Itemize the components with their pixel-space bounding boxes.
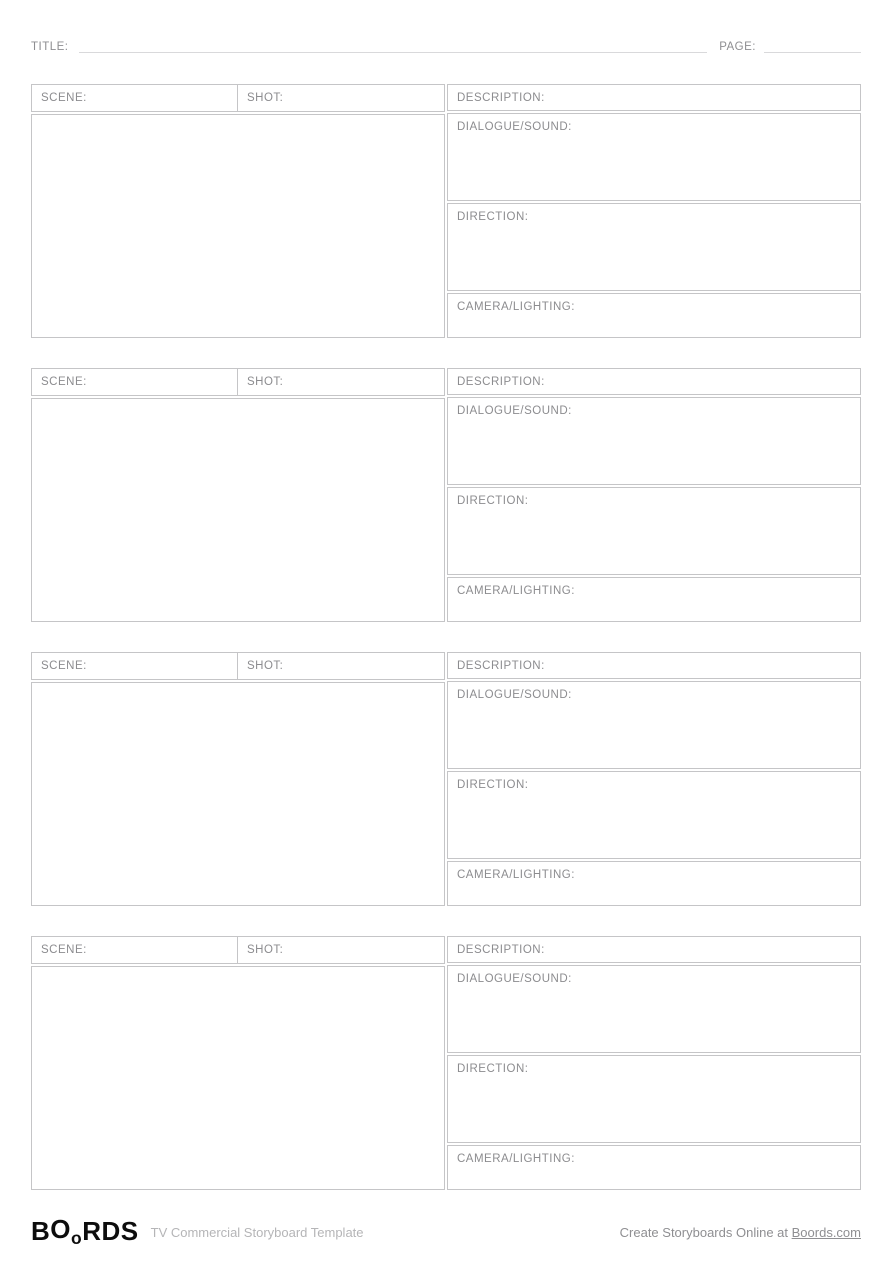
footer-cta [620, 1225, 861, 1240]
dialogue-sound-label: DIALOGUE/SOUND: [457, 405, 572, 417]
panel-right [447, 368, 861, 622]
page-label: PAGE: [719, 41, 756, 53]
dialogue-sound-label: DIALOGUE/SOUND: [457, 689, 572, 701]
logo-letter: R [82, 1215, 102, 1246]
description-label: DESCRIPTION: [457, 660, 545, 672]
panel-right [447, 652, 861, 906]
panel-right [447, 936, 861, 1190]
scene-cell[interactable] [32, 937, 238, 963]
drawing-area[interactable] [31, 966, 445, 1190]
logo-letter: o [71, 1227, 83, 1248]
logo-letter: D [101, 1215, 121, 1246]
storyboard-panel-3 [31, 652, 861, 906]
cta-prefix: Create Storyboards Online at [619, 1224, 792, 1240]
description-label: DESCRIPTION: [457, 376, 545, 388]
title-row [31, 38, 861, 54]
scene-shot-header [31, 84, 445, 112]
panel-left [31, 936, 445, 1190]
logo-letter: B [31, 1215, 51, 1246]
storyboard-panel-2 [31, 368, 861, 622]
shot-cell[interactable] [238, 937, 444, 963]
panel-left [31, 84, 445, 338]
shot-label: SHOT: [247, 376, 284, 388]
camera-lighting-row[interactable] [447, 1145, 861, 1190]
camera-lighting-label: CAMERA/LIGHTING: [457, 301, 575, 313]
camera-lighting-row[interactable] [447, 293, 861, 338]
shot-label: SHOT: [247, 92, 284, 104]
drawing-area[interactable] [31, 398, 445, 622]
scene-shot-header [31, 652, 445, 680]
dialogue-sound-label: DIALOGUE/SOUND: [457, 973, 572, 985]
scene-cell[interactable] [32, 653, 238, 679]
logo-letter: S [120, 1215, 139, 1246]
logo-letter: O [50, 1213, 72, 1244]
boords-logo [31, 1213, 139, 1248]
dialogue-sound-row[interactable] [447, 965, 861, 1053]
shot-cell[interactable] [238, 369, 444, 395]
direction-label: DIRECTION: [457, 1063, 529, 1075]
shot-label: SHOT: [247, 660, 284, 672]
storyboard-panel-1 [31, 84, 861, 338]
footer [31, 1215, 861, 1249]
template-name: TV Commercial Storyboard Template [150, 1224, 364, 1240]
panel-left [31, 368, 445, 622]
dialogue-sound-row[interactable] [447, 681, 861, 769]
direction-label: DIRECTION: [457, 495, 529, 507]
drawing-area[interactable] [31, 114, 445, 338]
camera-lighting-label: CAMERA/LIGHTING: [457, 869, 575, 881]
description-label: DESCRIPTION: [457, 944, 545, 956]
direction-row[interactable] [447, 1055, 861, 1143]
direction-label: DIRECTION: [457, 211, 529, 223]
direction-row[interactable] [447, 487, 861, 575]
title-input-line[interactable] [79, 40, 708, 53]
camera-lighting-label: CAMERA/LIGHTING: [457, 1153, 575, 1165]
dialogue-sound-row[interactable] [447, 113, 861, 201]
shot-label: SHOT: [247, 944, 284, 956]
boords-link[interactable]: Boords.com [791, 1224, 861, 1240]
description-row[interactable] [447, 936, 861, 963]
storyboard-panel-4 [31, 936, 861, 1190]
scene-label: SCENE: [41, 944, 87, 956]
description-row[interactable] [447, 84, 861, 111]
title-label: TITLE: [31, 41, 69, 53]
drawing-area[interactable] [31, 682, 445, 906]
description-row[interactable] [447, 652, 861, 679]
description-row[interactable] [447, 368, 861, 395]
scene-label: SCENE: [41, 376, 87, 388]
direction-row[interactable] [447, 771, 861, 859]
scene-cell[interactable] [32, 369, 238, 395]
shot-cell[interactable] [238, 653, 444, 679]
camera-lighting-row[interactable] [447, 861, 861, 906]
direction-row[interactable] [447, 203, 861, 291]
scene-label: SCENE: [41, 92, 87, 104]
description-label: DESCRIPTION: [457, 92, 545, 104]
camera-lighting-label: CAMERA/LIGHTING: [457, 585, 575, 597]
shot-cell[interactable] [238, 85, 444, 111]
panel-left [31, 652, 445, 906]
scene-label: SCENE: [41, 660, 87, 672]
scene-shot-header [31, 368, 445, 396]
page-input-line[interactable] [764, 40, 861, 53]
scene-shot-header [31, 936, 445, 964]
direction-label: DIRECTION: [457, 779, 529, 791]
dialogue-sound-row[interactable] [447, 397, 861, 485]
panel-right [447, 84, 861, 338]
camera-lighting-row[interactable] [447, 577, 861, 622]
dialogue-sound-label: DIALOGUE/SOUND: [457, 121, 572, 133]
scene-cell[interactable] [32, 85, 238, 111]
